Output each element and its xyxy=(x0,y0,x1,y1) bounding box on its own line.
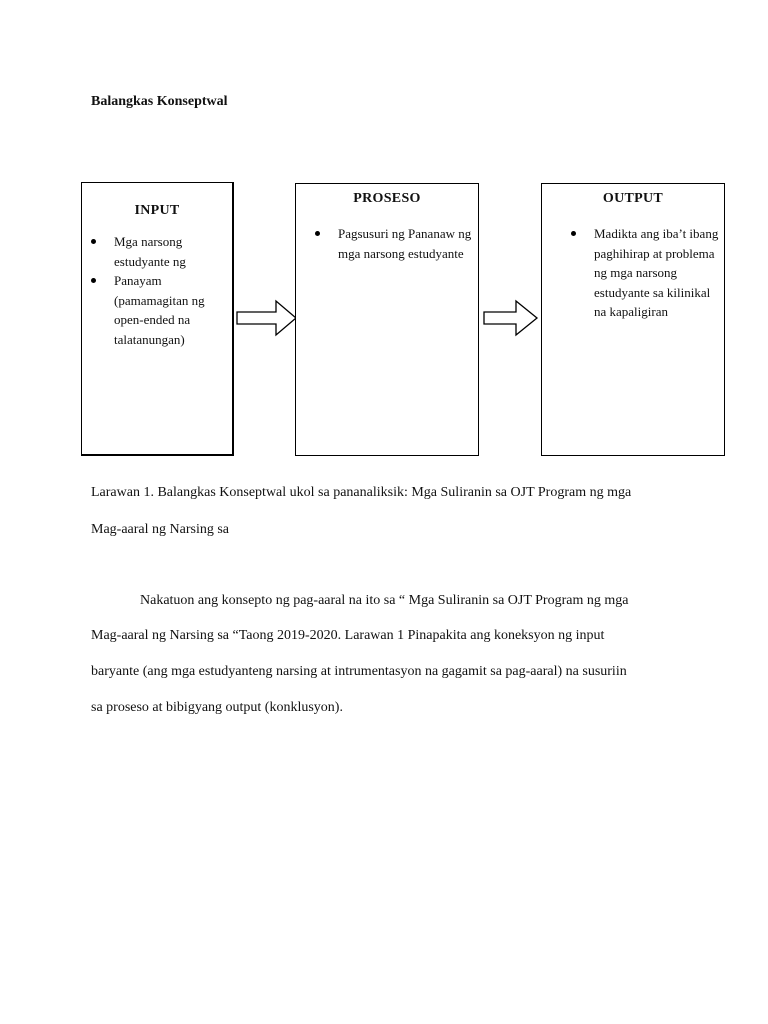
input-item xyxy=(90,271,230,349)
output-item-text: Madikta ang iba’t ibang paghihirap at problema ng mga narsong estudyante sa kilinikal na kapaligiran xyxy=(594,226,719,319)
proseso-box xyxy=(295,183,479,456)
proseso-list xyxy=(314,224,474,263)
input-item xyxy=(90,232,230,271)
input-box xyxy=(81,182,234,456)
proseso-title: PROSESO xyxy=(353,191,421,206)
proseso-item xyxy=(314,224,474,263)
paragraph-line-2: Mag-aaral ng Narsing sa “Taong 2019-2020. Larawan 1 Pinapakita ang koneksyon ng input xyxy=(91,628,605,643)
input-list xyxy=(90,232,230,349)
bullet-icon xyxy=(315,231,320,236)
paragraph-line-1: Nakatuon ang konsepto ng pag-aaral na ito sa “ Mga Suliranin sa OJT Program ng mga xyxy=(140,593,629,608)
input-title: INPUT xyxy=(134,203,180,218)
output-box xyxy=(541,183,725,456)
input-item-text: Mga narsong estudyante ng xyxy=(114,234,186,269)
figure-caption-line-2: Mag-aaral ng Narsing sa xyxy=(91,522,230,537)
right-arrow-icon xyxy=(483,299,539,337)
right-arrow-icon xyxy=(236,299,298,337)
paragraph-line-3: baryante (ang mga estudyanteng narsing at intrumentasyon na gagamit sa pag-aaral) na susuriin xyxy=(91,664,627,679)
page-heading: Balangkas Konseptwal xyxy=(91,94,228,109)
input-item-text: Panayam (pamamagitan ng open-ended na talatanungan) xyxy=(114,273,205,347)
bullet-icon xyxy=(91,239,96,244)
output-item xyxy=(570,224,722,322)
proseso-item-text: Pagsusuri ng Pananaw ng mga narsong estudyante xyxy=(338,226,472,261)
figure-caption-line-1: Larawan 1. Balangkas Konseptwal ukol sa pananaliksik: Mga Suliranin sa OJT Program ng mga xyxy=(91,485,632,500)
paragraph-line-4: sa proseso at bibigyang output (konklusyon). xyxy=(91,700,343,715)
bullet-icon xyxy=(91,278,96,283)
output-list xyxy=(570,224,722,322)
bullet-icon xyxy=(571,231,576,236)
output-title: OUTPUT xyxy=(602,191,664,206)
